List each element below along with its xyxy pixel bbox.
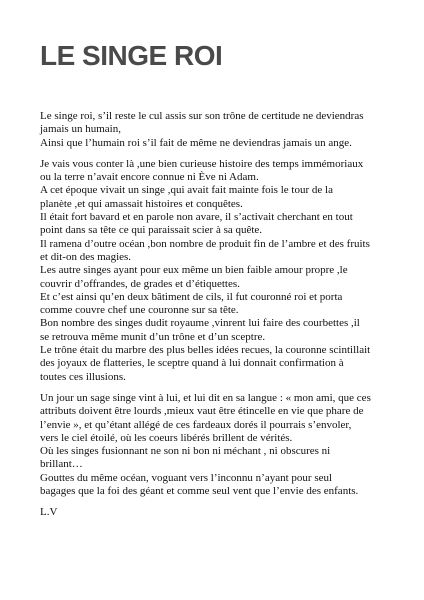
text-line: attributs doivent être lourds ,mieux vaut être étincelle en vie que phare de [40, 405, 364, 418]
text-line: Le singe roi, s’il reste le cul assis sur son trône de certitude ne deviendras [40, 110, 364, 122]
text-line: Gouttes du même océan, voguant vers l’inconnu n’ayant pour seul [40, 471, 333, 484]
text-line: bagages que la foi des géant et comme seul vent que l’envie des enfants. [40, 485, 359, 498]
text-line: et dit-on des magies. [40, 250, 132, 263]
text-line: des joyaux de flatteries, le sceptre quand à lui donnait confirmation à [40, 357, 344, 370]
text-line: comme couvre chef une couronne sur sa tête. [40, 304, 239, 317]
text-line: Ainsi que l’humain roi s’il fait de même ne deviendras jamais un ange. [40, 136, 352, 149]
text-line: l’envie », et qu’étant allégé de ces fardeaux dorés il pourrais s’envoler, [40, 418, 352, 431]
text-line: Il était fort bavard et en parole non avare, il s’activait cherchant en tout [40, 211, 353, 224]
page-title: LE SINGE ROI [40, 40, 223, 71]
text-line: Un jour un sage singe vint à lui, et lui dit en sa langue : « mon ami, que ces [40, 391, 371, 404]
text-line: brillant… [40, 458, 83, 471]
text-line: se retrouva même munit d’un trône et d’un sceptre. [40, 330, 266, 343]
text-line: A cet époque vivait un singe ,qui avait fait mainte fois le tour de la [40, 184, 333, 197]
text-line: point dans sa tête ce qui paraissait scier à sa quête. [40, 224, 263, 237]
text-line: Il ramena d’outre océan ,bon nombre de produit fin de l’ambre et des fruits [40, 237, 370, 250]
text-line: toutes ces illusions. [40, 370, 126, 383]
poem-body [40, 110, 395, 520]
text-line: jamais un humain, [40, 123, 121, 136]
paragraph-intro [40, 110, 395, 150]
text-line: vers le ciel étoilé, où les coeurs libérés brillent de vérités. [40, 431, 293, 444]
text-line: Et c’est ainsi qu’en deux bâtiment de cils, il fut couronné roi et porta [40, 290, 343, 303]
text-line: ou la terre n’avait encore connue ni Ève ni Adam. [40, 171, 259, 184]
author-signature: L.V [40, 506, 58, 519]
text-line: Les autre singes ayant pour eux même un bien faible amour propre ,le [40, 264, 348, 277]
text-line: Bon nombre des singes dudit royaume ,vinrent lui faire des courbettes ,il [40, 317, 360, 330]
text-line: Je vais vous conter là ,une bien curieuse histoire des temps immémoriaux [40, 157, 364, 170]
paragraph-sage [40, 392, 395, 498]
paragraph-story [40, 158, 395, 384]
text-line: Le trône était du marbre des plus belles idées recues, la couronne scintillait [40, 344, 371, 357]
text-line: Où les singes fusionnant ne son ni bon ni méchant , ni obscures ni [40, 445, 331, 458]
text-line: planète ,et qui amassait histoires et conquêtes. [40, 197, 243, 210]
text-line: couvrir d’offrandes, de grades et d’étiquettes. [40, 277, 240, 290]
